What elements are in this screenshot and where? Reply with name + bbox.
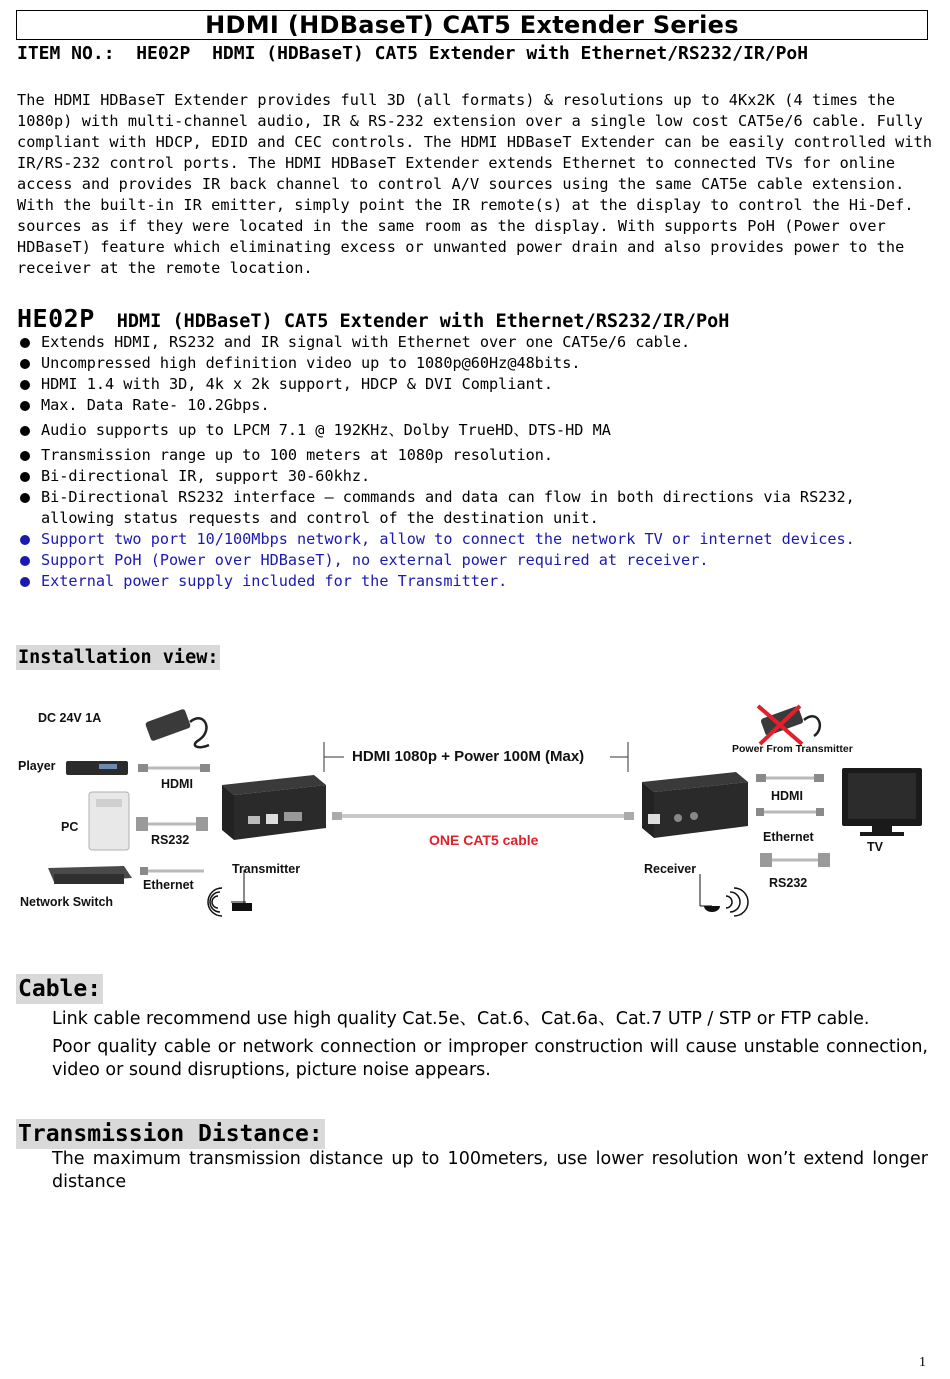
power-adapter-icon: [145, 708, 209, 747]
bullet-icon: [20, 338, 30, 348]
bullet-icon: [20, 426, 30, 436]
feature-item: External power supply included for the Transmitter.: [17, 571, 932, 592]
ethernet-cable-left-icon: [140, 867, 204, 875]
link-spec-label: HDMI 1080p + Power 100M (Max): [352, 748, 585, 765]
player-label: Player: [18, 759, 56, 773]
distance-paragraph: The maximum transmission distance up to 100meters, use lower resolution won’t extend longer distance: [52, 1149, 928, 1192]
bullet-icon: [20, 401, 30, 411]
document-title: HDMI (HDBaseT) CAT5 Extender Series: [16, 10, 928, 40]
installation-diagram-svg: [14, 700, 934, 935]
hdmi-right-label: HDMI: [771, 789, 803, 803]
feature-list: [17, 332, 932, 592]
ethernet-left-label: Ethernet: [143, 878, 194, 892]
cable-paragraph-1: Link cable recommend use high quality Cat.5e、Cat.6、Cat.6a、Cat.7 UTP / STP or FTP cable.: [52, 1009, 870, 1029]
feature-item: Bi-directional IR, support 30-60khz.: [17, 466, 932, 487]
bullet-icon: [20, 535, 30, 545]
bullet-icon: [20, 359, 30, 369]
feature-item: Extends HDMI, RS232 and IR signal with Ethernet over one CAT5e/6 cable.: [17, 332, 932, 353]
receiver-label: Receiver: [644, 862, 697, 876]
rs232-cable-left-icon: [136, 817, 208, 831]
bullet-icon: [20, 380, 30, 390]
cable-label: ONE CAT5 cable: [429, 832, 539, 848]
hdmi-cable-left-icon: [138, 764, 210, 772]
feature-heading-name: HDMI (HDBaseT) CAT5 Extender with Ethernet/RS232/IR/PoH: [116, 311, 730, 332]
installation-diagram: [14, 700, 934, 935]
power-from-transmitter-label: Power From Transmitter: [732, 743, 853, 755]
feature-item: HDMI 1.4 with 3D, 4k x 2k support, HDCP & DVI Compliant.: [17, 374, 932, 395]
ethernet-cable-right-icon: [756, 808, 824, 816]
cat5-cable-icon: [332, 812, 634, 820]
network-switch-icon: [48, 866, 132, 884]
pc-tower-icon: [89, 792, 129, 850]
rs232-right-label: RS232: [769, 876, 808, 890]
transmission-distance-heading: Transmission Distance:: [18, 1121, 323, 1147]
tv-icon: [842, 768, 922, 836]
feature-item: Transmission range up to 100 meters at 1080p resolution.: [17, 445, 932, 466]
hdmi-cable-right-icon: [756, 774, 824, 782]
feature-item: Support two port 10/100Mbps network, allow to connect the network TV or internet devices.: [17, 529, 932, 550]
cable-heading: Cable:: [18, 976, 102, 1002]
cable-paragraph-2: Poor quality cable or network connection or improper construction will cause unstable connection, video or sound disruptions, picture noise appears.: [52, 1037, 928, 1080]
feature-item: Bi-Directional RS232 interface – commands and data can flow in both directions via RS232, allowing status requests and control of the destination unit.: [17, 487, 932, 529]
rs232-left-label: RS232: [151, 833, 190, 847]
bullet-icon: [20, 493, 30, 503]
ethernet-right-label: Ethernet: [763, 830, 814, 844]
installation-heading: Installation view:: [18, 647, 219, 668]
no-power-adapter-icon: [758, 706, 820, 744]
rs232-cable-right-icon: [760, 853, 830, 867]
feature-heading: [17, 304, 729, 333]
intro-paragraph: The HDMI HDBaseT Extender provides full 3D (all formats) & resolutions up to 4Kx2K (4 times the 1080p) with multi-channel audio, IR & RS-232 extension over a single low cost CAT5e/6 cable. Fully compliant with HDCP, EDID and CEC controls. The HDMI HDBaseT Extender can be easily controlled with IR/RS-232 control ports. The HDMI HDBaseT Extender extends Ethernet to connected TVs for online access and provides IR back channel to control A/V sources using the same CAT5e cable extension. With the built-in IR emitter, simply point the IR remote(s) at the display to control the Hi-Def. sources as if they were located in the same room as the display. With supports PoH (Power over HDBaseT) feature which eliminating excess or unwanted power drain and also provides power to the receiver at the remote location.: [17, 91, 933, 277]
transmitter-device-icon: [222, 775, 326, 840]
item-number-line: ITEM NO.: HE02P HDMI (HDBaseT) CAT5 Extender with Ethernet/RS232/IR/PoH: [17, 43, 809, 64]
tv-label: TV: [867, 840, 883, 854]
ir-emitter-left-icon: [208, 870, 252, 916]
feature-item: Uncompressed high definition video up to 1080p@60Hz@48bits.: [17, 353, 932, 374]
hdmi-left-label: HDMI: [161, 777, 193, 791]
bullet-icon: [20, 556, 30, 566]
feature-item: Max. Data Rate- 10.2Gbps.: [17, 395, 932, 416]
feature-item: Audio supports up to LPCM 7.1 @ 192KHz、Dolby TrueHD、DTS-HD MA: [17, 420, 932, 441]
pc-label: PC: [61, 820, 79, 834]
feature-item: Support PoH (Power over HDBaseT), no external power required at receiver.: [17, 550, 932, 571]
bullet-icon: [20, 451, 30, 461]
feature-heading-code: HE02P: [17, 304, 95, 333]
media-player-icon: [66, 761, 128, 775]
receiver-device-icon: [642, 772, 748, 838]
bullet-icon: [20, 472, 30, 482]
network-switch-label: Network Switch: [20, 895, 114, 909]
dc-power-label: DC 24V 1A: [38, 711, 102, 725]
page-number: 1: [919, 1355, 926, 1370]
ir-receiver-right-icon: [700, 874, 748, 916]
transmitter-label: Transmitter: [232, 862, 301, 876]
bullet-icon: [20, 577, 30, 587]
